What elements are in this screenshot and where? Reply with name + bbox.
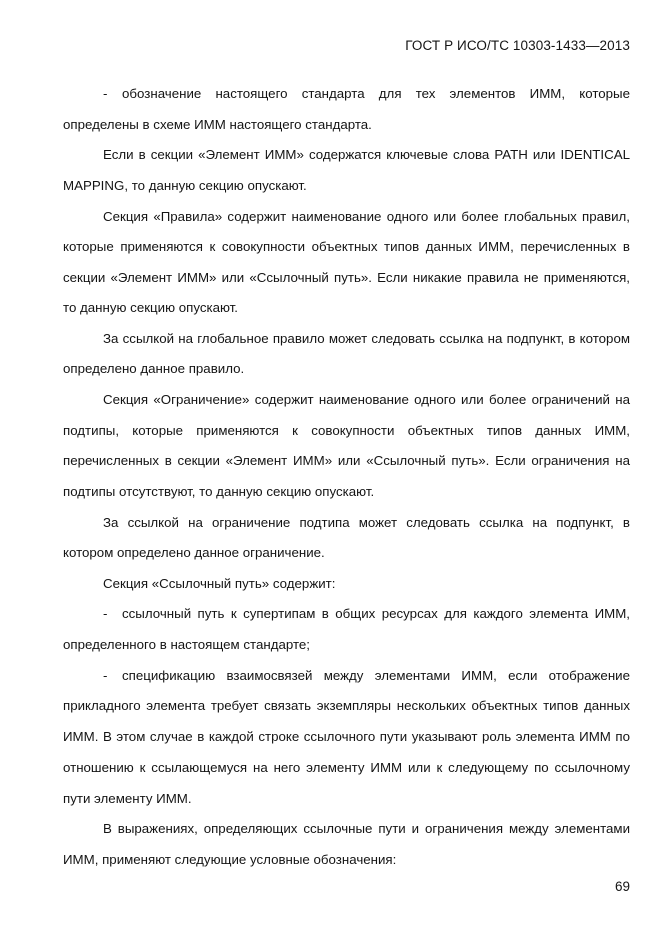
document-header: ГОСТ Р ИСО/ТС 10303-1433—2013 [405,38,630,53]
body-text-line: Секция «Правила» содержит наименование одного или более глобальных правил, [103,209,630,224]
body-text-line: определены в схеме ИММ настоящего стандарта. [63,117,372,132]
list-dash: - [103,86,108,101]
page-number: 69 [614,879,630,894]
body-text-line: то данную секцию опускают. [63,300,238,315]
body-text-line: ИММ, применяют следующие условные обозначения: [63,852,397,867]
list-item [103,606,630,621]
body-text-line: ИММ. В этом случае в каждой строке ссылочного пути указывают роль элемента ИММ по [63,729,630,744]
body-text-line: которые применяются к совокупности объектных типов данных ИММ, перечисленных в [63,239,630,254]
body-text-line: перечисленных в секции «Элемент ИММ» или «Ссылочный путь». Если ограничения на [63,453,630,468]
body-text-line: В выражениях, определяющих ссылочные пути и ограничения между элементами [103,821,630,836]
body-text-line: ссылочный путь к супертипам в общих ресурсах для каждого элемента ИММ, [122,606,630,621]
body-text-line: обозначение настоящего стандарта для тех элементов ИММ, которые [122,86,630,101]
body-text-line: Секция «Ссылочный путь» содержит: [103,576,336,591]
body-text-line: подтипы, которые применяются к совокупности объектных типов данных ИММ, [63,423,630,438]
list-dash: - [103,606,108,621]
body-text-line: пути элементу ИММ. [63,791,192,806]
body-text-line: определено данное правило. [63,361,245,376]
list-item [103,86,630,101]
body-text-line: секции «Элемент ИММ» или «Ссылочный путь». Если никакие правила не применяются, [63,270,630,285]
body-text-line: подтипы отсутствуют, то данную секцию опускают. [63,484,375,499]
list-item [103,668,630,683]
body-text-line: спецификацию взаимосвязей между элементами ИММ, если отображение [122,668,630,683]
body-text-line: MAPPING, то данную секцию опускают. [63,178,307,193]
body-text-line: Секция «Ограничение» содержит наименование одного или более ограничений на [103,392,630,407]
body-text-line: определенного в настоящем стандарте; [63,637,311,652]
body-text-line: прикладного элемента требует связать экземпляры нескольких объектных типов данных [63,698,630,713]
body-text-line: За ссылкой на ограничение подтипа может следовать ссылка на подпункт, в [103,515,630,530]
body-text-line: котором определено данное ограничение. [63,545,325,560]
body-text-line: За ссылкой на глобальное правило может следовать ссылка на подпункт, в котором [103,331,630,346]
body-text-line: отношению к ссылающемуся на него элементу ИММ или к следующему по ссылочному [63,760,630,775]
list-dash: - [103,668,108,683]
body-text-line: Если в секции «Элемент ИММ» содержатся ключевые слова PATH или IDENTICAL [103,147,630,162]
